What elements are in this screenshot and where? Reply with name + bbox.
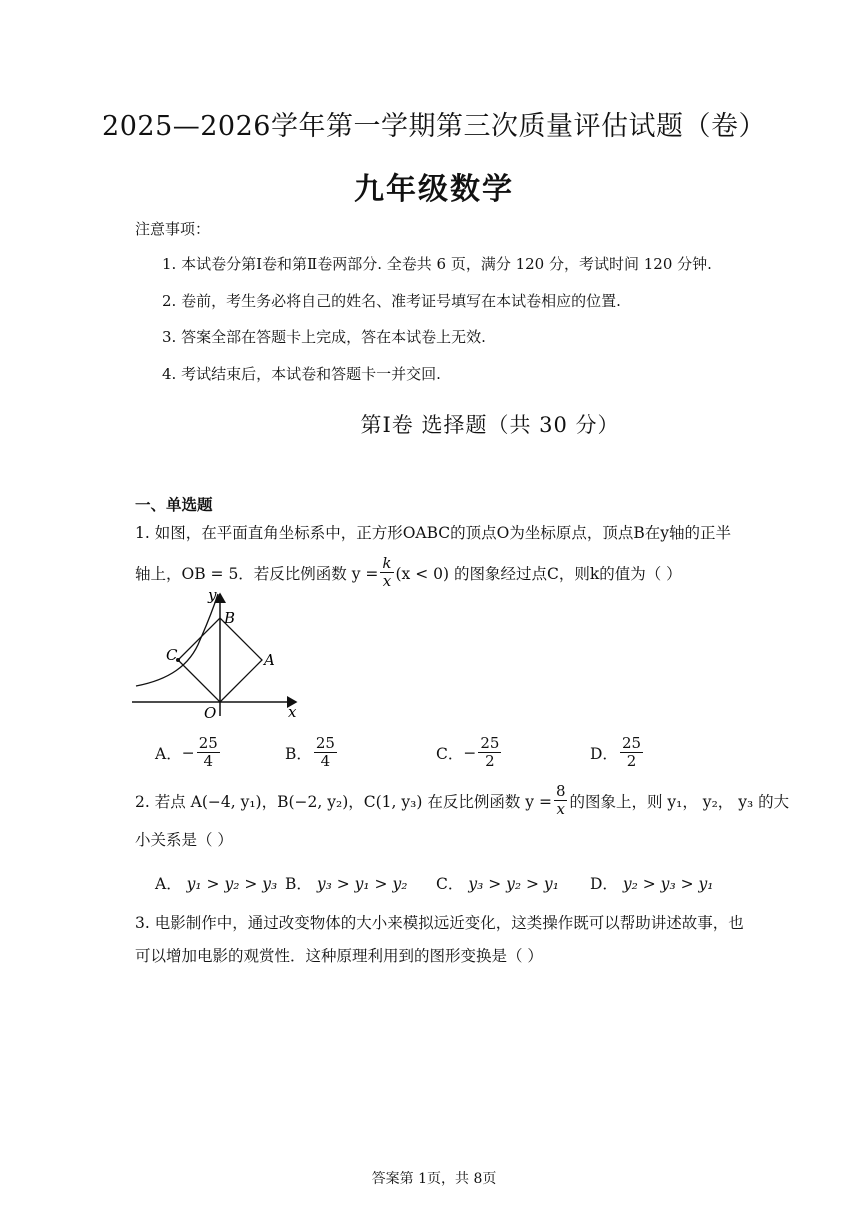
q2-option-a-text: y₁ > y₂ > y₃ xyxy=(186,875,278,893)
q1-option-d-den: 2 xyxy=(626,752,637,770)
q1-line2-post: (x < 0) 的图象经过点C，则k的值为（ ） xyxy=(395,564,682,583)
q1-option-c-sign: − xyxy=(463,743,477,762)
section-title: 第Ⅰ卷 选择题（共 30 分） xyxy=(360,413,620,437)
q1-option-d-letter: D． xyxy=(590,744,618,763)
q1-option-b-letter: B． xyxy=(285,744,312,763)
q1-option-a-den: 4 xyxy=(203,752,214,770)
q2-option-c-text: y₃ > y₂ > y₁ xyxy=(468,875,559,893)
label-a: A xyxy=(264,651,275,669)
q2-frac-den: x xyxy=(556,800,565,818)
q2-fraction xyxy=(554,783,568,818)
note-item-2: 2. 卷前，考生务必将自己的姓名、准考证号填写在本试卷相应的位置. xyxy=(162,292,621,310)
hyperbola-curve xyxy=(136,594,218,686)
label-o: O xyxy=(204,704,217,722)
q2-option-a-letter: A． xyxy=(155,875,182,893)
exam-subject: 九年级数学 xyxy=(354,172,514,207)
q1-option-b-den: 4 xyxy=(320,752,331,770)
q2-line1 xyxy=(135,783,789,818)
q1-option-c-den: 2 xyxy=(485,752,495,770)
q2-option-d-text: y₂ > y₃ > y₁ xyxy=(622,875,714,893)
q2-option-b-letter: B． xyxy=(285,875,312,893)
label-c: C xyxy=(166,646,178,664)
q1-option-a-num: 25 xyxy=(198,734,218,752)
q3-line2: 可以增加电影的观赏性．这种原理利用到的图形变换是（ ） xyxy=(135,947,543,965)
note-item-1: 1. 本试卷分第Ⅰ卷和第Ⅱ卷两部分. 全卷共 6 页，满分 120 分，考试时间 120 分钟. xyxy=(162,255,712,273)
q1-option-b-num: 25 xyxy=(315,734,335,752)
note-item-4: 4. 考试结束后，本试卷和答题卡一并交回. xyxy=(162,365,441,383)
part-heading: 一、单选题 xyxy=(135,495,213,514)
q1-option-a-letter: A． xyxy=(155,744,182,763)
notes-heading: 注意事项： xyxy=(135,220,211,238)
q1-frac-num: k xyxy=(382,554,392,572)
q1-option-a-sign: − xyxy=(181,743,195,762)
q2-option-c[interactable] xyxy=(436,872,559,894)
note-item-3: 3. 答案全部在答题卡上完成，答在本试卷上无效. xyxy=(162,328,486,346)
q1-option-d-num: 25 xyxy=(621,734,642,752)
q2-line2: 小关系是（ ） xyxy=(135,831,233,849)
q1-frac-den: x xyxy=(382,572,392,590)
q3-line1: 3. 电影制作中，通过改变物体的大小来模拟远近变化，这类操作既可以帮助讲述故事，也 xyxy=(135,914,744,932)
q1-option-a[interactable] xyxy=(155,735,222,770)
q1-line2 xyxy=(135,555,682,590)
q2-frac-num: 8 xyxy=(555,782,566,800)
q1-option-c-letter: C． xyxy=(436,744,464,763)
q1-option-d[interactable] xyxy=(590,735,645,770)
q2-option-b[interactable] xyxy=(285,872,407,894)
q2-option-b-text: y₃ > y₁ > y₂ xyxy=(316,875,408,893)
q2-line1-pre: 2. 若点 A(−4, y₁)，B(−2, y₂)，C(1, y₃) 在反比例函数 y = xyxy=(135,792,552,811)
exam-title: 2025—2026学年第一学期第三次质量评估试题（卷） xyxy=(102,111,766,142)
q2-option-d[interactable] xyxy=(590,872,713,894)
q1-option-c-num: 25 xyxy=(480,734,500,752)
label-b: B xyxy=(224,609,236,627)
q1-figure xyxy=(128,588,308,723)
q1-line1: 1. 如图，在平面直角坐标系中，正方形OABC的顶点O为坐标原点，顶点B在y轴的正半 xyxy=(135,524,732,542)
q2-option-a[interactable] xyxy=(155,872,277,894)
page-footer: 答案第 1页，共 8页 xyxy=(371,1171,497,1187)
q1-fraction xyxy=(380,555,393,590)
q2-option-d-letter: D． xyxy=(590,875,618,893)
q1-option-b[interactable] xyxy=(285,735,339,770)
label-y: y xyxy=(208,588,217,604)
q2-line1-post: 的图象上，则 y₁， y₂， y₃ 的大 xyxy=(569,792,790,811)
q1-option-c[interactable] xyxy=(436,735,503,770)
label-x: x xyxy=(288,703,297,721)
q1-line2-pre: 轴上，OB = 5．若反比例函数 y = xyxy=(135,564,379,583)
q2-option-c-letter: C． xyxy=(436,875,464,893)
